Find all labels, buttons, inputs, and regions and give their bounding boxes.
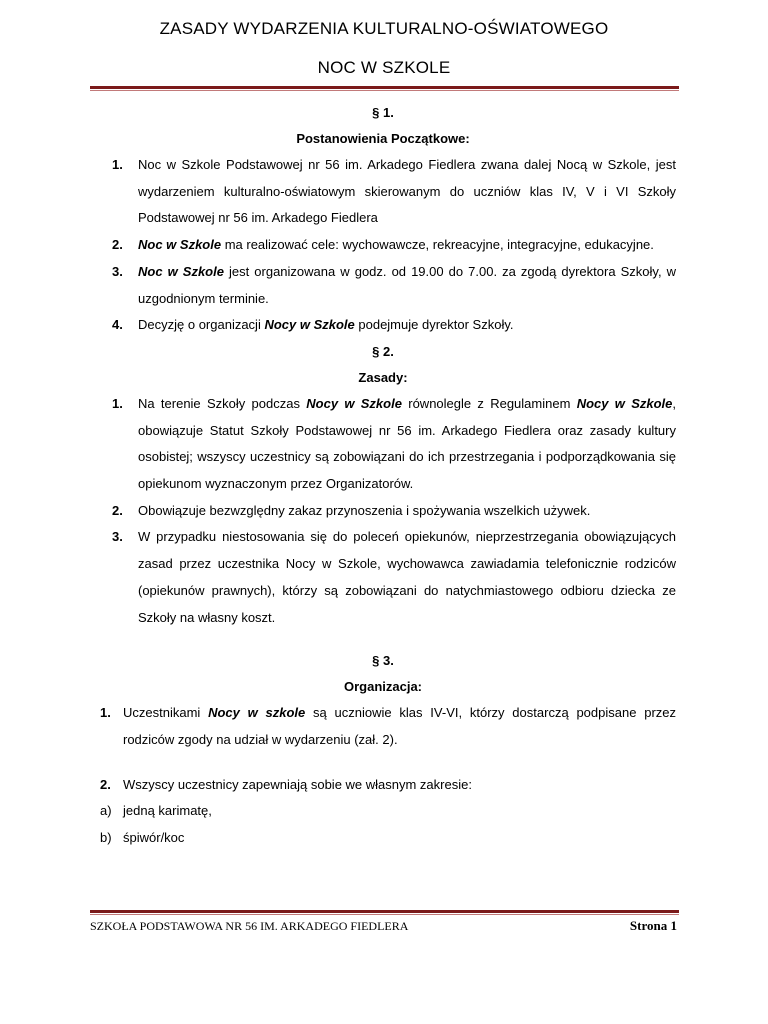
section-1-heading: Postanowienia Początkowe:	[296, 131, 470, 146]
list-item: 2. Wszyscy uczestnicy zapewniają sobie we własnym zakresie:	[100, 776, 472, 792]
sub-list-item: b) śpiwór/koc	[100, 830, 185, 846]
section-3-mark: § 3.	[372, 653, 394, 669]
list-item: 1. Noc w Szkole Podstawowej nr 56 im. Arkadego Fiedlera zwana dalej Nocą w Szkole, jest wydarzeniem kulturalno-oświatowym skierowanym do uczniów klas IV, V i VI Szkoły Podstawowej nr 56 im. Arkadego Fiedlera	[112, 157, 676, 226]
list-item: 1. Na terenie Szkoły podczas Nocy w Szkole równolegle z Regulaminem Nocy w Szkole, obowiązuje Statut Szkoły Podstawowej nr 56 im. Arkadego Fiedlera oraz zasady kultury osobistej; wszyscy uczestnicy są zobowiązani do ich przestrzegania i podporządkowania się opiekunom wyznaczonym przez Organizatorów.	[112, 395, 677, 492]
footer-school-name: SZKOŁA PODSTAWOWA NR 56 IM. ARKADEGO FIEDLERA	[90, 919, 409, 933]
section-2-mark: § 2.	[372, 343, 394, 359]
list-item: 4. Decyzję o organizacji Nocy w Szkole podejmuje dyrektor Szkoły.	[112, 317, 514, 333]
section-3-heading: Organizacja:	[343, 679, 423, 695]
sub-list-item: a) jedną karimatę,	[100, 803, 212, 819]
list-item: 2. Obowiązuje bezwzględny zakaz przynoszenia i spożywania wszelkich używek.	[112, 502, 591, 518]
section-2-heading: Zasady:	[358, 369, 408, 385]
list-item: 2. Noc w Szkole ma realizować cele: wychowawcze, rekreacyjne, integracyjne, edukacyjne.	[112, 237, 654, 253]
document-body	[90, 100, 676, 852]
footer-rule	[90, 910, 679, 915]
list-item: 3. W przypadku niestosowania się do poleceń opiekunów, nieprzestrzegania obowiązujących zasad przez uczestnika Nocy w Szkole, wychowawca zawiadamia telefonicznie rodziców (opiekunów prawnych), którzy są zobowiązani do natychmiastowego odbioru dziecka ze Szkoły na własny koszt.	[112, 529, 676, 625]
header-rule	[90, 86, 679, 91]
list-item: 1. Uczestnikami Nocy w szkole są uczniowie klas IV-VI, którzy dostarczą podpisane przez rodziców zgody na udział w wydarzeniu (zał. 2).	[100, 705, 677, 747]
list-item: 3. Noc w Szkole jest organizowana w godz. od 19.00 do 7.00. za zgodą dyrektora Szkoły, w uzgodnionym terminie.	[112, 263, 676, 306]
section-1-mark: § 1.	[372, 105, 394, 120]
page-number: Strona 1	[629, 918, 677, 933]
document-title: ZASADY WYDARZENIA KULTURALNO-OŚWIATOWEGO	[159, 19, 609, 38]
document-subtitle: NOC W SZKOLE	[317, 58, 451, 77]
